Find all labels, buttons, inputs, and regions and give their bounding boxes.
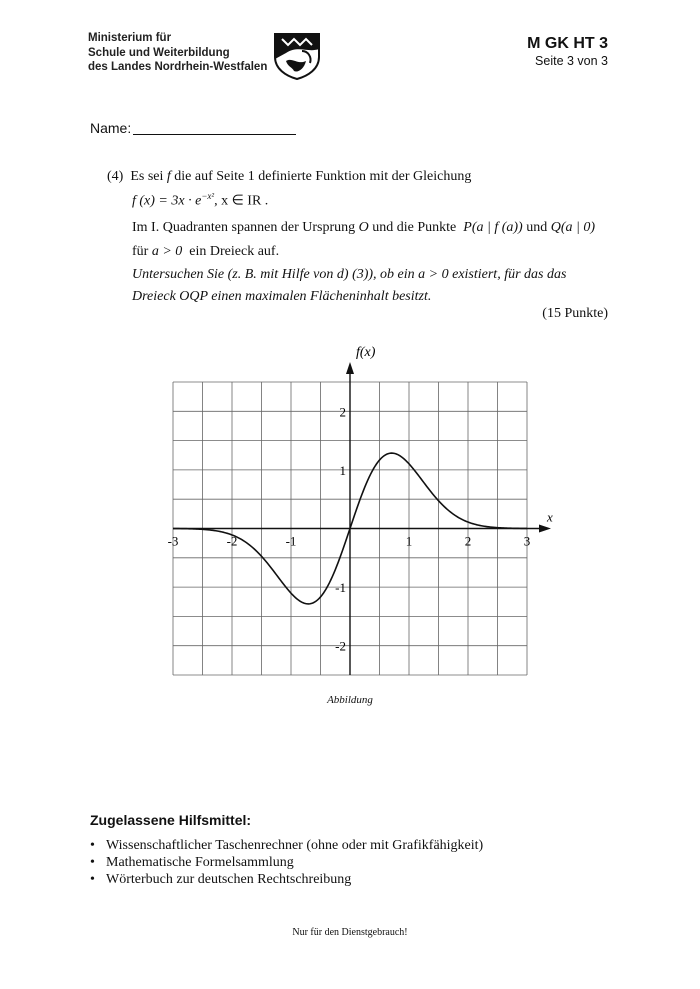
x-tick-label: -2 [226,533,238,549]
ministry-line-1: Ministerium für [88,32,172,44]
points-text: und die Punkte [372,220,457,235]
name-blank-line [133,120,296,135]
x-axis-arrow [539,525,551,533]
task-intro-rest: die auf Seite 1 definierte Funktion mit der Gleichung [174,169,472,184]
aids-item: • Mathematische Formelsammlung [90,854,483,871]
page-info: Seite 3 von 3 [535,54,608,68]
exam-code: M GK HT 3 [527,35,608,52]
y-tick-label: -2 [335,638,346,654]
point-q: Q(a | 0) [550,220,596,235]
and-text: und [526,220,548,235]
x-axis-label: x [547,509,553,525]
equation-lhs: f (x) = 3x · e [132,193,202,209]
figure-caption: Abbildung [327,694,373,706]
task-line-4 [132,244,279,260]
footer-note: Nur für den Dienstgebrauch! [292,927,408,938]
y-tick-label: 2 [339,404,346,420]
y-axis-label: f(x) [356,345,376,360]
function-equation [132,191,268,210]
ministry-name [88,31,267,75]
nrw-coat-of-arms-icon [272,31,322,81]
x-tick-label: -3 [167,533,179,549]
equation-domain: , x ∈ IR . [214,193,269,209]
question-line-2: Dreieck OQP einen maximalen Flächeninhalt besitzt. [132,289,432,304]
ministry-line-3: des Landes Nordrhein-Westfalen [88,61,268,73]
name-field [90,120,296,136]
task-line-3 [132,220,595,236]
ministry-line-2: Schule und Weiterbildung [88,46,230,59]
task-intro-text: Es sei [130,169,164,184]
task-line-1 [107,169,471,185]
triangle-intro: Im I. Quadranten spannen der Ursprung [132,220,356,235]
function-graph [150,340,560,685]
condition-a: a > 0 [151,244,183,259]
y-tick-label: 1 [339,462,346,478]
x-tick-label: 1 [405,533,413,549]
x-tick-label: -1 [285,533,297,549]
aids-item: • Wörterbuch zur deutschen Rechtschreibung [90,871,483,888]
aids-item: • Wissenschaftlicher Taschenrechner (ohne oder mit Grafikfähigkeit) [90,837,483,854]
point-p: P(a | f (a)) [463,220,523,235]
equation-exponent: −x² [201,191,215,201]
y-tick-label: -1 [335,580,346,596]
task-number: (4) [107,169,124,184]
triangle-text: ein Dreieck auf. [189,244,280,259]
question-line-1: Untersuchen Sie (z. B. mit Hilfe von d) (3)), ob ein a > 0 existiert, für das das [132,267,567,282]
graph-axes [173,362,551,675]
name-label: Name: [90,120,132,136]
y-axis-arrow [346,362,354,374]
origin-symbol: O [358,220,369,235]
aids-heading: Zugelassene Hilfsmittel: [90,812,252,828]
x-tick-label: 2 [464,533,472,549]
x-tick-label: 3 [523,533,531,549]
aids-list [90,837,483,888]
points-label: (15 Punkte) [542,306,608,321]
function-symbol: f [166,169,171,184]
for-text: für [132,244,149,259]
